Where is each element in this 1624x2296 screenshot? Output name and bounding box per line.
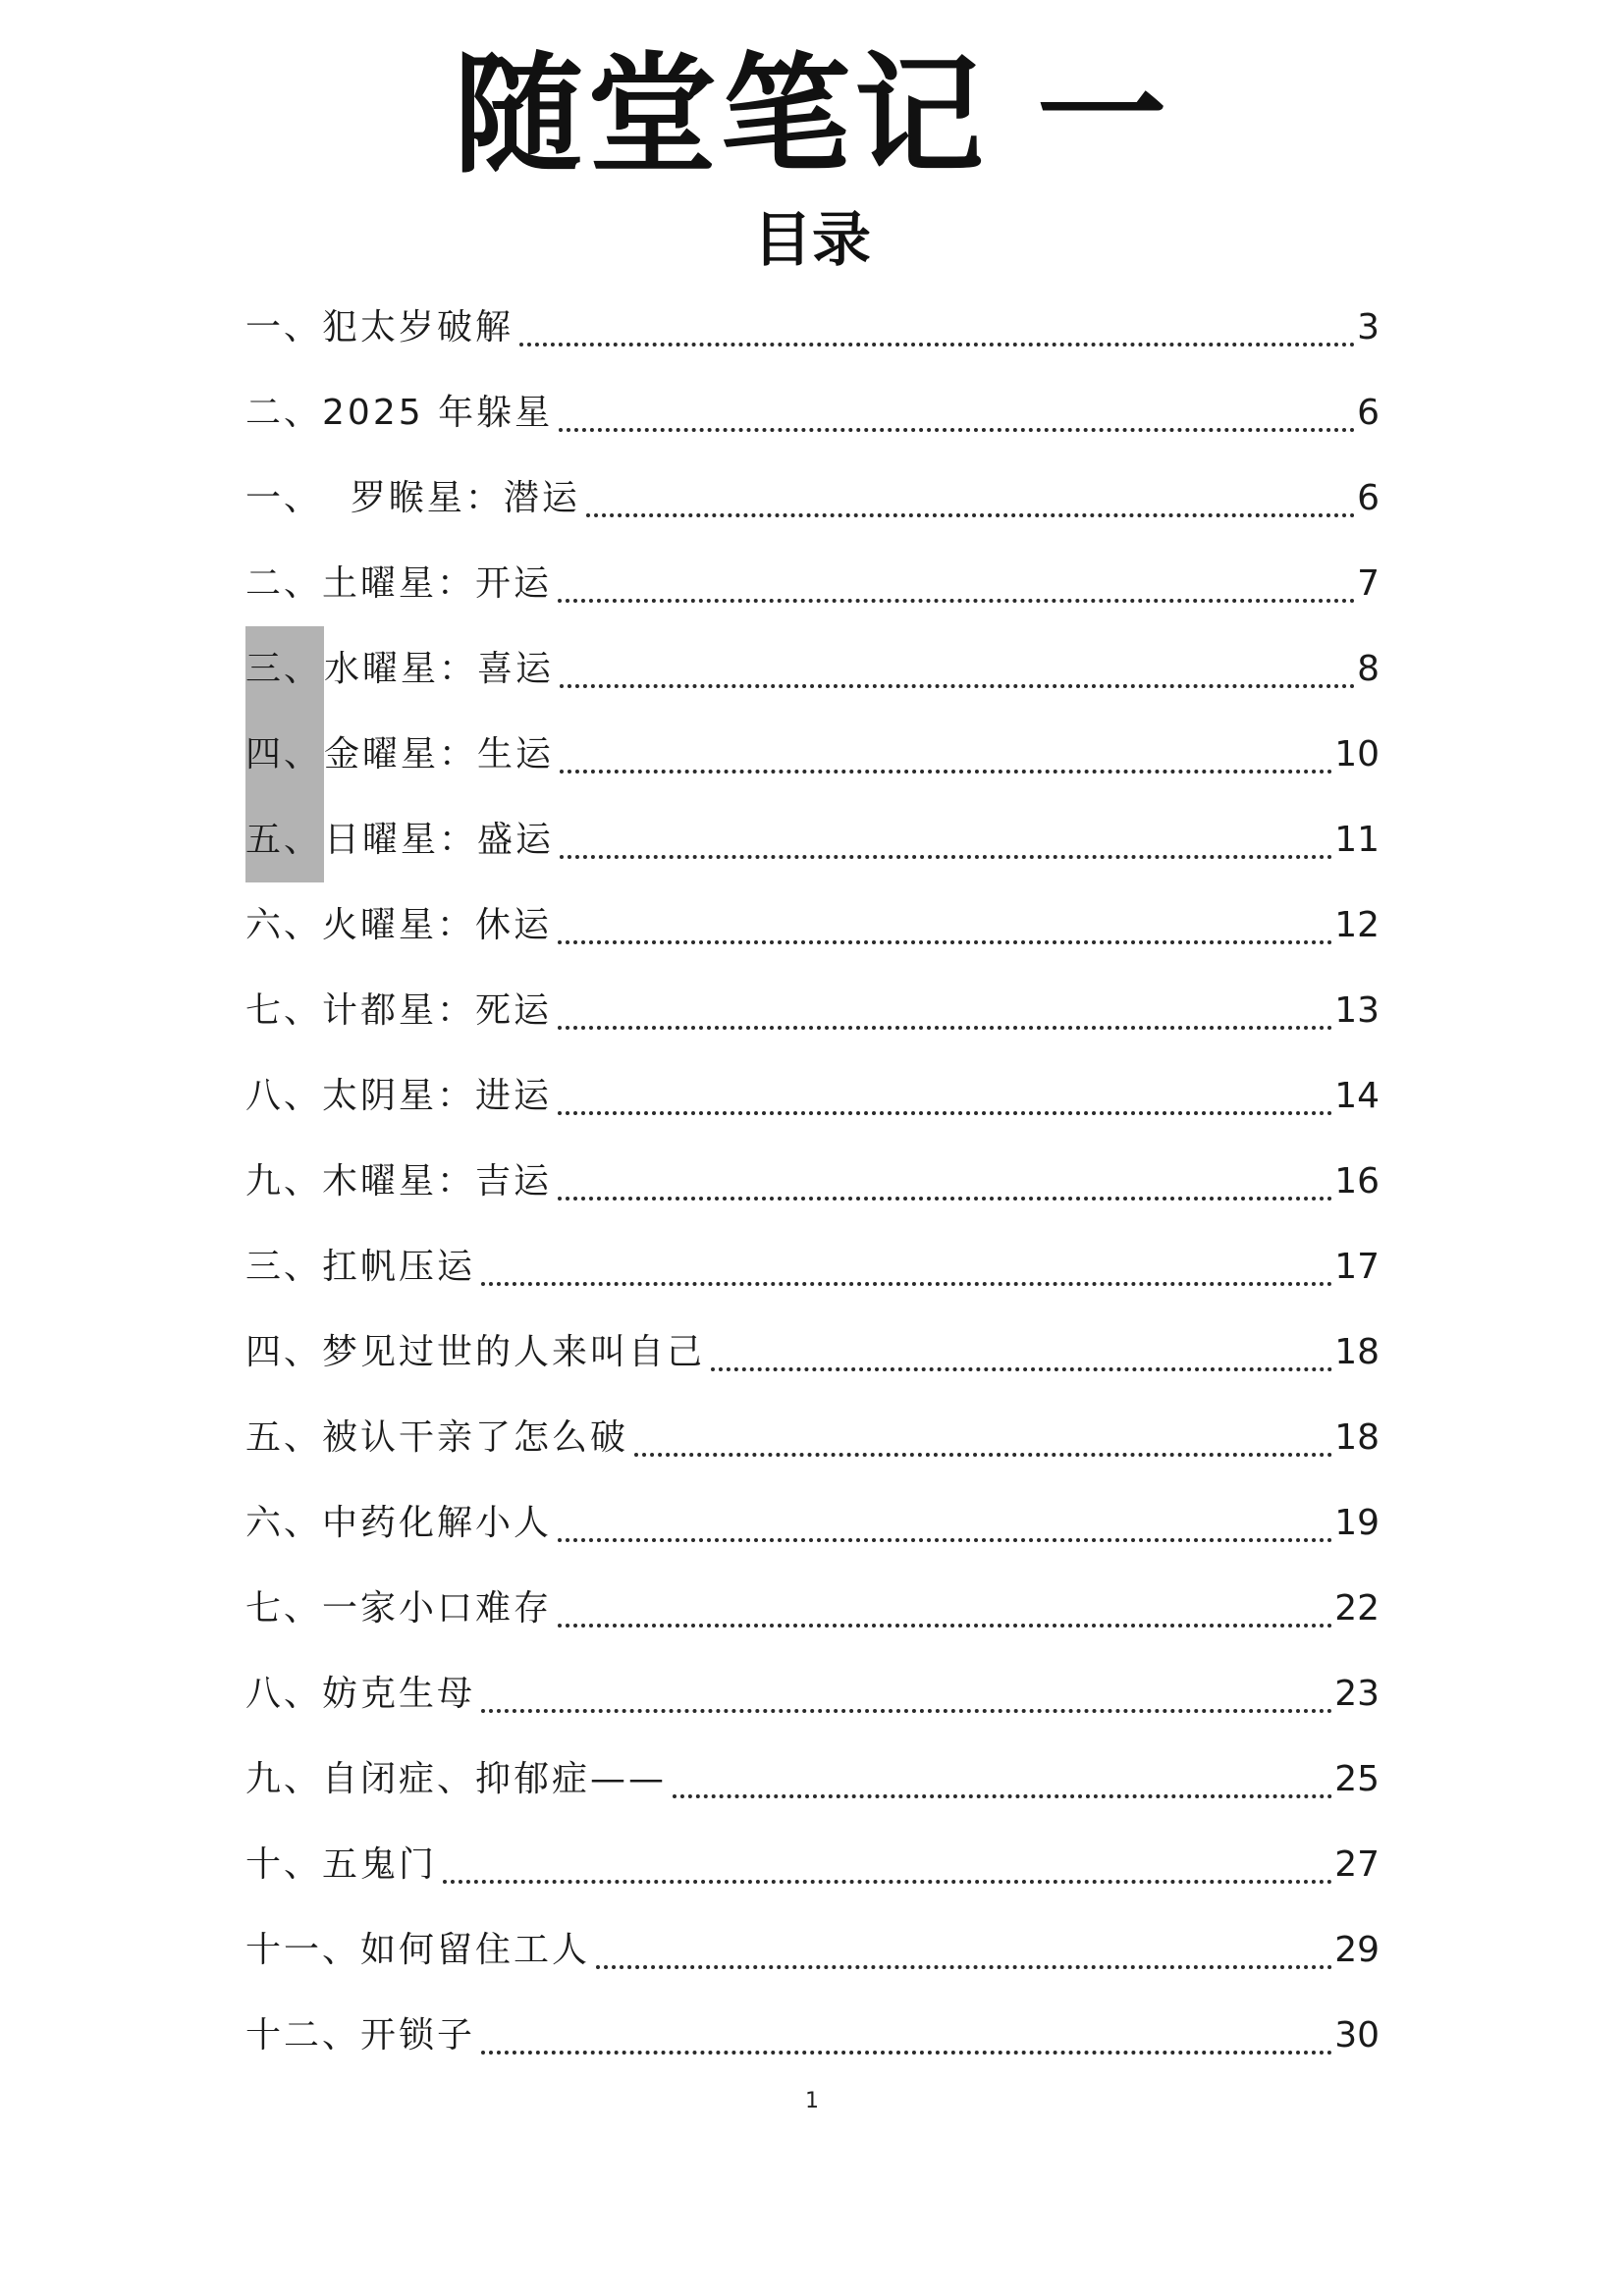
toc-entry-page: 14 bbox=[1334, 1076, 1380, 1116]
toc-entry-page: 13 bbox=[1334, 990, 1380, 1031]
toc-entry[interactable] bbox=[245, 968, 1380, 1053]
toc-entry-page: 7 bbox=[1357, 563, 1380, 604]
toc-entry-page: 18 bbox=[1334, 1332, 1380, 1372]
toc-dot-leader bbox=[560, 770, 1332, 774]
toc-entry[interactable] bbox=[245, 455, 1380, 541]
toc-entry-label bbox=[245, 1139, 552, 1224]
toc-entry-label bbox=[245, 1053, 552, 1139]
toc-entry-label bbox=[245, 1822, 437, 1907]
toc-heading: 目录 bbox=[753, 206, 871, 275]
toc-entry-label bbox=[245, 968, 552, 1053]
toc-dot-leader bbox=[481, 2051, 1332, 2055]
toc-entry[interactable] bbox=[245, 1480, 1380, 1566]
toc-dot-leader bbox=[558, 1026, 1332, 1030]
toc-entry-label bbox=[245, 1566, 552, 1651]
toc-entry-number: 一、 bbox=[245, 307, 323, 347]
toc-dot-leader bbox=[443, 1880, 1332, 1884]
toc-entry-label bbox=[245, 712, 554, 797]
toc-dot-leader bbox=[558, 1197, 1332, 1201]
toc-entry[interactable] bbox=[245, 1907, 1380, 1993]
toc-entry[interactable] bbox=[245, 285, 1380, 370]
toc-entry-label bbox=[245, 541, 552, 626]
toc-entry-page: 19 bbox=[1334, 1503, 1380, 1543]
toc-entry-number: 十二、 bbox=[245, 2015, 361, 2056]
toc-dot-leader bbox=[558, 599, 1355, 603]
toc-entry[interactable] bbox=[245, 712, 1380, 797]
toc-dot-leader bbox=[558, 1538, 1332, 1542]
toc-entry-label bbox=[245, 626, 554, 712]
toc-entry[interactable] bbox=[245, 882, 1380, 968]
toc-entry-text: 自闭症、抑郁症—— bbox=[322, 1759, 668, 1799]
toc-entry-number: 一、 bbox=[245, 478, 323, 518]
toc-entry-text: 木曜星：吉运 bbox=[322, 1161, 553, 1201]
toc-dot-leader bbox=[596, 1965, 1332, 1969]
toc-dot-leader bbox=[558, 1624, 1332, 1628]
toc-entry-number: 五、 bbox=[245, 1417, 323, 1458]
toc-entry-number: 九、 bbox=[245, 1161, 323, 1201]
toc-dot-leader bbox=[673, 1794, 1332, 1798]
toc-entry-number: 四、 bbox=[245, 712, 324, 797]
toc-entry-page: 12 bbox=[1334, 905, 1380, 945]
toc-dot-leader bbox=[558, 940, 1332, 944]
toc-entry-label bbox=[245, 882, 552, 968]
toc-entry[interactable] bbox=[245, 1736, 1380, 1822]
toc-entry-number: 六、 bbox=[245, 905, 323, 945]
toc-entry-page: 18 bbox=[1334, 1417, 1380, 1458]
toc-entry-page: 25 bbox=[1334, 1759, 1380, 1799]
toc-entry-number: 三、 bbox=[245, 626, 324, 712]
toc-entry[interactable] bbox=[245, 541, 1380, 626]
toc-entry-number: 九、 bbox=[245, 1759, 323, 1799]
toc-entry-text: 土曜星：开运 bbox=[322, 563, 553, 604]
toc-dot-leader bbox=[481, 1709, 1332, 1713]
toc-entry-text: 开锁子 bbox=[360, 2015, 476, 2056]
toc-entry-number: 八、 bbox=[245, 1076, 323, 1116]
toc-entry[interactable] bbox=[245, 1309, 1380, 1395]
toc-entry-text: 火曜星：休运 bbox=[322, 905, 553, 945]
toc-entry-text: 太阴星：进运 bbox=[322, 1076, 553, 1116]
toc-entry-text: 被认干亲了怎么破 bbox=[322, 1417, 629, 1458]
toc-entry-page: 6 bbox=[1357, 393, 1380, 433]
toc-entry-text: 梦见过世的人来叫自己 bbox=[322, 1332, 706, 1372]
toc-entry[interactable] bbox=[245, 1139, 1380, 1224]
toc-entry[interactable] bbox=[245, 626, 1380, 712]
toc-entry-label bbox=[245, 370, 553, 455]
toc-entry-number: 七、 bbox=[245, 990, 323, 1031]
toc-entry-label bbox=[245, 1651, 475, 1736]
toc-dot-leader bbox=[586, 513, 1355, 517]
toc-entry-text: 2025 年躲星 bbox=[322, 393, 554, 433]
toc-entry-page: 10 bbox=[1334, 734, 1380, 774]
toc-entry-text: 日曜星：盛运 bbox=[324, 820, 555, 860]
toc-entry-label bbox=[245, 1480, 552, 1566]
toc-entry-page: 27 bbox=[1334, 1844, 1380, 1885]
toc-entry-page: 17 bbox=[1334, 1247, 1380, 1287]
toc-entry-number: 十、 bbox=[245, 1844, 323, 1885]
toc-entry-text: 中药化解小人 bbox=[322, 1503, 553, 1543]
toc-entry-label bbox=[245, 1736, 667, 1822]
toc-entry-number: 十一、 bbox=[245, 1930, 361, 1970]
toc-entry-number: 五、 bbox=[245, 797, 324, 882]
toc-entry[interactable] bbox=[245, 1993, 1380, 2078]
toc-entry[interactable] bbox=[245, 1053, 1380, 1139]
toc-entry[interactable] bbox=[245, 1224, 1380, 1309]
toc-entry[interactable] bbox=[245, 370, 1380, 455]
toc-dot-leader bbox=[559, 428, 1355, 432]
toc-entry-page: 6 bbox=[1357, 478, 1380, 518]
table-of-contents bbox=[245, 285, 1380, 2078]
toc-dot-leader bbox=[519, 343, 1355, 347]
toc-entry-text: 犯太岁破解 bbox=[322, 307, 514, 347]
toc-entry[interactable] bbox=[245, 1651, 1380, 1736]
toc-entry-number: 二、 bbox=[245, 393, 323, 433]
toc-entry[interactable] bbox=[245, 797, 1380, 882]
toc-entry-label bbox=[245, 1907, 590, 1993]
toc-entry-label bbox=[245, 1395, 628, 1480]
toc-entry-number: 七、 bbox=[245, 1588, 323, 1629]
toc-entry-text: 五鬼门 bbox=[322, 1844, 438, 1885]
toc-entry-number: 六、 bbox=[245, 1503, 323, 1543]
toc-entry-text: 罗睺星：潜运 bbox=[322, 478, 580, 518]
toc-entry-number: 二、 bbox=[245, 563, 323, 604]
page-number: 1 bbox=[805, 2089, 819, 2113]
toc-entry-text: 计都星：死运 bbox=[322, 990, 553, 1031]
toc-entry-page: 22 bbox=[1334, 1588, 1380, 1629]
toc-entry-label bbox=[245, 1309, 705, 1395]
toc-entry-text: 如何留住工人 bbox=[360, 1930, 591, 1970]
toc-entry-page: 16 bbox=[1334, 1161, 1380, 1201]
toc-entry-text: 妨克生母 bbox=[322, 1674, 476, 1714]
toc-entry-text: 金曜星：生运 bbox=[324, 734, 555, 774]
toc-entry-label bbox=[245, 797, 554, 882]
toc-entry-text: 扛帆压运 bbox=[322, 1247, 476, 1287]
toc-dot-leader bbox=[634, 1453, 1332, 1457]
toc-entry-page: 30 bbox=[1334, 2015, 1380, 2056]
toc-entry-page: 8 bbox=[1357, 649, 1380, 689]
toc-entry-label bbox=[245, 285, 514, 370]
toc-dot-leader bbox=[711, 1367, 1332, 1371]
toc-entry[interactable] bbox=[245, 1822, 1380, 1907]
toc-entry-page: 23 bbox=[1334, 1674, 1380, 1714]
toc-dot-leader bbox=[481, 1282, 1332, 1286]
toc-entry[interactable] bbox=[245, 1395, 1380, 1480]
toc-dot-leader bbox=[558, 1111, 1332, 1115]
toc-entry-text: 水曜星：喜运 bbox=[324, 649, 555, 689]
toc-entry-number: 四、 bbox=[245, 1332, 323, 1372]
toc-entry-number: 八、 bbox=[245, 1674, 323, 1714]
toc-entry-label bbox=[245, 1993, 475, 2078]
toc-entry-page: 3 bbox=[1357, 307, 1380, 347]
toc-dot-leader bbox=[560, 684, 1355, 688]
toc-entry[interactable] bbox=[245, 1566, 1380, 1651]
document-title: 随堂笔记 一 bbox=[454, 40, 1170, 191]
toc-entry-page: 11 bbox=[1334, 820, 1380, 860]
toc-dot-leader bbox=[560, 855, 1332, 859]
toc-entry-page: 29 bbox=[1334, 1930, 1380, 1970]
toc-entry-label bbox=[245, 1224, 475, 1309]
toc-entry-text: 一家小口难存 bbox=[322, 1588, 553, 1629]
toc-entry-number: 三、 bbox=[245, 1247, 323, 1287]
toc-entry-label bbox=[245, 455, 580, 541]
